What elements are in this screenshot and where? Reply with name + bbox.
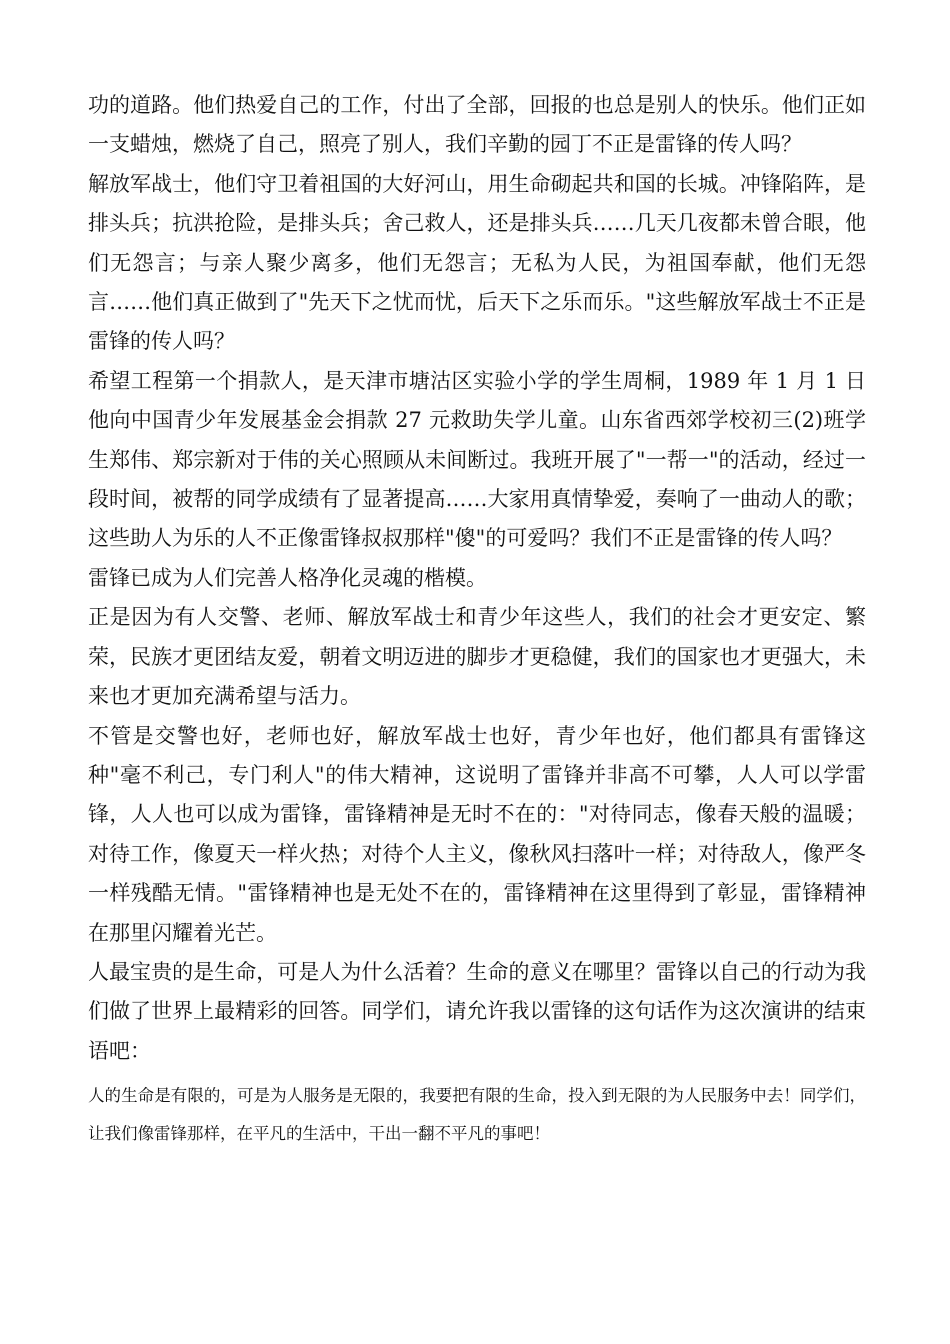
- paragraph-role-model: 雷锋已成为人们完善人格净化灵魂的楷模。: [88, 565, 487, 590]
- document-page: [88, 86, 866, 1153]
- paragraph-conclusion: 人最宝贵的是生命，可是人为什么活着？生命的意义在哪里？雷锋以自己的行动为我们做了世界上最精彩的回答。同学们，请允许我以雷锋的这句话作为这次演讲的结束语吧：: [88, 959, 866, 1063]
- closing-quote: 人的生命是有限的，可是为人服务是无限的，我要把有限的生命，投入到无限的为人民服务中去！同学们，让我们像雷锋那样，在平凡的生活中，干出一翻不平凡的事吧！: [88, 1086, 866, 1144]
- paragraph-soldiers: 解放军战士，他们守卫着祖国的大好河山，用生命砌起共和国的长城。冲锋陷阵，是排头兵；抗洪抢险，是排头兵；舍己救人，还是排头兵……几天几夜都未曾合眼，他们无怨言；与亲人聚少离多，他们无怨言；无私为人民，为祖国奉献，他们无怨言……他们真正做到了"先天下之忧而忧，后天下之乐而乐。"这些解放军战士不正是雷锋的传人吗？: [88, 171, 866, 354]
- paragraph-society: 正是因为有人交警、老师、解放军战士和青少年这些人，我们的社会才更安定、繁荣，民族才更团结友爱，朝着文明迈进的脚步才更稳健，我们的国家也才更强大，未来也才更加充满希望与活力。: [88, 605, 866, 709]
- paragraph-youth: 希望工程第一个捐款人，是天津市塘沽区实验小学的学生周桐，1989 年 1 月 1 日他向中国青少年发展基金会捐款 27 元救助失学儿童。山东省西郊学校初三(2)班学生郑伟、郑宗新对于伟的关心照顾从未间断过。我班开展了"一帮一"的活动，经过一段时间，被帮的同学成绩有了显著提高……大家用真情挚爱，奏响了一曲动人的歌；这些助人为乐的人不正像雷锋叔叔那样"傻"的可爱吗？我们不正是雷锋的传人吗？: [88, 368, 866, 551]
- paragraph-teachers: 功的道路。他们热爱自己的工作，付出了全部，回报的也总是别人的快乐。他们正如一支蜡烛，燃烧了自己，照亮了别人，我们辛勤的园丁不正是雷锋的传人吗？: [88, 93, 866, 157]
- paragraph-spirit: 不管是交警也好，老师也好，解放军战士也好，青少年也好，他们都具有雷锋这种"毫不利己，专门利人"的伟大精神，这说明了雷锋并非高不可攀，人人可以学雷锋，人人也可以成为雷锋，雷锋精神是无时不在的："对待同志，像春天般的温暖；对待工作，像夏天一样火热；对待个人主义，像秋风扫落叶一样；对待敌人，像严冬一样残酷无情。"雷锋精神也是无处不在的，雷锋精神在这里得到了彰显，雷锋精神在那里闪耀着光芒。: [88, 723, 866, 945]
